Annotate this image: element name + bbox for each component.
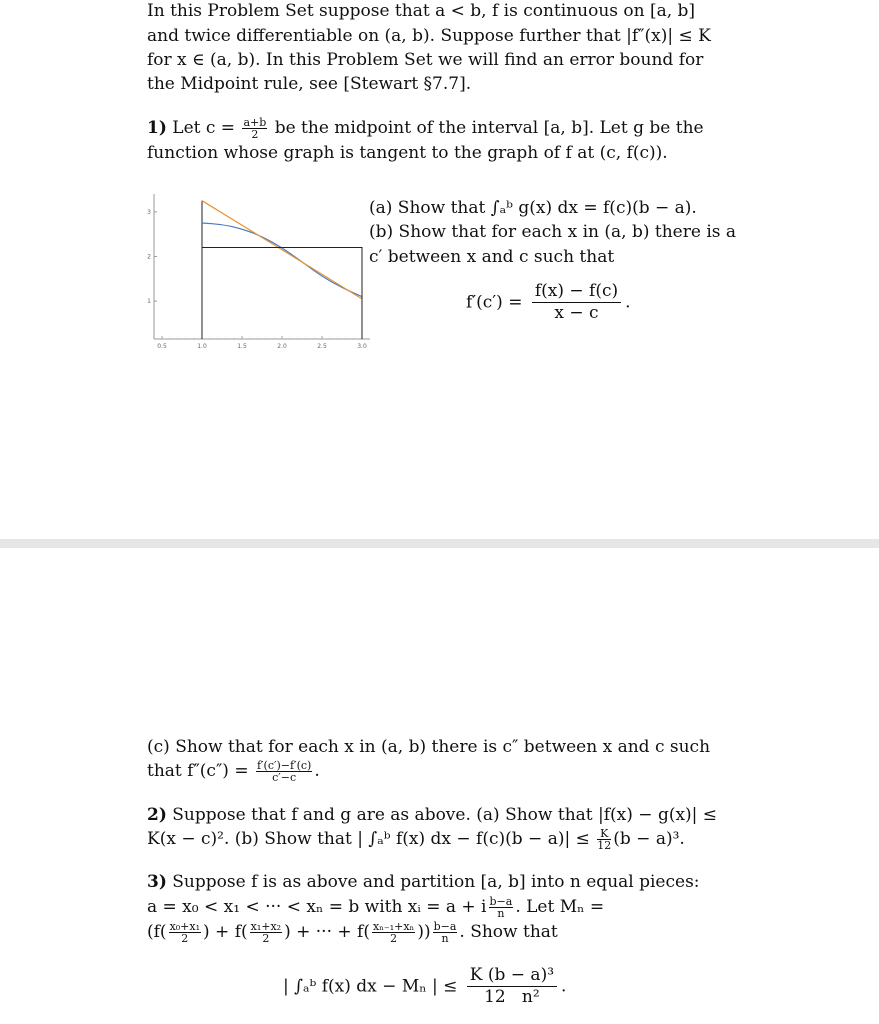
problem-3-line-1: [147, 870, 700, 895]
problem-2-label: 2): [147, 805, 167, 825]
part-c-fraction: [256, 760, 312, 783]
x-tick-label: 1.5: [237, 343, 247, 350]
problem-2-fraction: [597, 828, 611, 851]
problem-1-text-a: Let c =: [172, 118, 236, 138]
error-bound-end: .: [561, 976, 567, 997]
part-b-line-1: (b) Show that for each x in (a, b) there is a: [369, 222, 737, 242]
tangent-line: [202, 201, 362, 299]
problem-1-line-2: function whose graph is tangent to the graph of f at (c, f(c)).: [147, 143, 668, 163]
part-a-text: (a) Show that ∫ₐᵇ g(x) dx = f(c)(b − a).: [369, 198, 697, 218]
step-fraction: [489, 896, 514, 919]
intro-line-4: the Midpoint rule, see [Stewart §7.7].: [147, 74, 472, 94]
error-bound-num: K (b − a)³: [467, 965, 557, 987]
problem-3-text-3e: . Show that: [459, 922, 558, 942]
mvt-fraction: [532, 281, 621, 324]
width-fraction-num: b−a: [433, 920, 457, 933]
problem-1-text-b: be the midpoint of the interval [a, b]. Let g be the: [274, 118, 704, 138]
intro-line-3: for x ∈ (a, b). In this Problem Set we will find an error bound for: [147, 50, 704, 70]
midpoint-1-den: 2: [181, 932, 189, 945]
intro-line-2: and twice differentiable on (a, b). Suppose further that |f″(x)| ≤ K: [147, 26, 711, 46]
problem-3-line-2: [147, 895, 604, 920]
problem-2-line-1: [147, 803, 717, 828]
error-bound-equation: [283, 963, 566, 1010]
error-bound-den: 12 n²: [484, 987, 540, 1007]
part-c-line-1: (c) Show that for each x in (a, b) there is c″ between x and c such: [147, 737, 711, 757]
midpoint-rectangle: [202, 248, 362, 339]
midpoint-2-den: 2: [262, 932, 270, 945]
midpoint-fraction-num: a+b: [243, 116, 267, 129]
midpoint-2-fraction: [250, 921, 282, 944]
page-separator: [0, 539, 879, 548]
problem-2-text-2b: (b − a)³.: [613, 829, 685, 849]
x-tick-label: 1.0: [197, 343, 207, 350]
part-c-line-2: [147, 759, 320, 784]
midpoint-n-fraction: [372, 921, 415, 944]
x-tick-label: 3.0: [357, 343, 367, 350]
problem-3-text-1: Suppose f is as above and partition [a, b] into n equal pieces:: [172, 872, 700, 892]
problem-3-text-2b: . Let Mₙ =: [515, 897, 605, 917]
midpoint-n-den: 2: [390, 932, 398, 945]
midpoint-fraction: [242, 117, 267, 140]
mvt-fraction-num: f(x) − f(c): [532, 281, 621, 303]
problem-3-text-3c: ) + ··· + f(: [284, 922, 370, 942]
step-fraction-den: n: [497, 907, 505, 920]
x-tick-label: 0.5: [157, 343, 167, 350]
problem-3-text-2a: a = x₀ < x₁ < ··· < xₙ = b with xᵢ = a + i: [147, 897, 487, 917]
width-fraction-den: n: [441, 932, 449, 945]
mvt-equation: [466, 280, 631, 325]
problem-3-text-3a: (f(: [147, 922, 167, 942]
y-tick-label: 1: [147, 298, 151, 306]
function-curve: [202, 223, 362, 297]
x-tick-label: 2.5: [317, 343, 327, 350]
tangent-plot: [146, 190, 374, 350]
problem-3-line-3: [147, 920, 558, 945]
midpoint-1-num: x₀+x₁: [169, 920, 201, 933]
step-fraction-num: b−a: [489, 895, 513, 908]
part-c-fraction-num: f′(c′)−f′(c): [256, 759, 312, 772]
error-bound-lhs: | ∫ₐᵇ f(x) dx − Mₙ | ≤: [283, 976, 458, 997]
midpoint-n-num: xₙ₋₁+xₙ: [372, 920, 415, 933]
problem-2-text-2a: K(x − c)². (b) Show that | ∫ₐᵇ f(x) dx − f(c)(b − a)| ≤: [147, 829, 590, 849]
problem-3-label: 3): [147, 872, 167, 892]
mvt-lhs: f′(c′) =: [466, 292, 523, 313]
problem-3-text-3b: ) + f(: [203, 922, 248, 942]
part-c-end: .: [314, 761, 320, 781]
midpoint-1-fraction: [169, 921, 201, 944]
problem-1-label: 1): [147, 118, 167, 138]
midpoint-2-num: x₁+x₂: [250, 920, 282, 933]
problem-2-fraction-num: K: [597, 828, 611, 840]
problem-2-text-1: Suppose that f and g are as above. (a) Show that |f(x) − g(x)| ≤: [172, 805, 718, 825]
error-bound-fraction: [467, 965, 557, 1008]
part-c-text-a: that f″(c″) =: [147, 761, 249, 781]
problem-2-fraction-den: 12: [597, 839, 612, 852]
mvt-end: .: [625, 292, 631, 313]
width-fraction: [433, 921, 458, 944]
y-tick-label: 3: [147, 208, 151, 216]
mvt-fraction-den: x − c: [554, 303, 599, 323]
problem-3-text-3d: )): [417, 922, 431, 942]
intro-line-1: In this Problem Set suppose that a < b, f is continuous on [a, b]: [147, 1, 696, 21]
problem-2-line-2: [147, 827, 685, 852]
problem-1-line-1: [147, 116, 704, 141]
y-tick-label: 2: [147, 253, 151, 261]
midpoint-fraction-den: 2: [251, 128, 259, 141]
x-tick-label: 2.0: [277, 343, 287, 350]
part-b-line-2: c′ between x and c such that: [369, 247, 615, 267]
part-c-fraction-den: c′−c: [272, 771, 297, 784]
